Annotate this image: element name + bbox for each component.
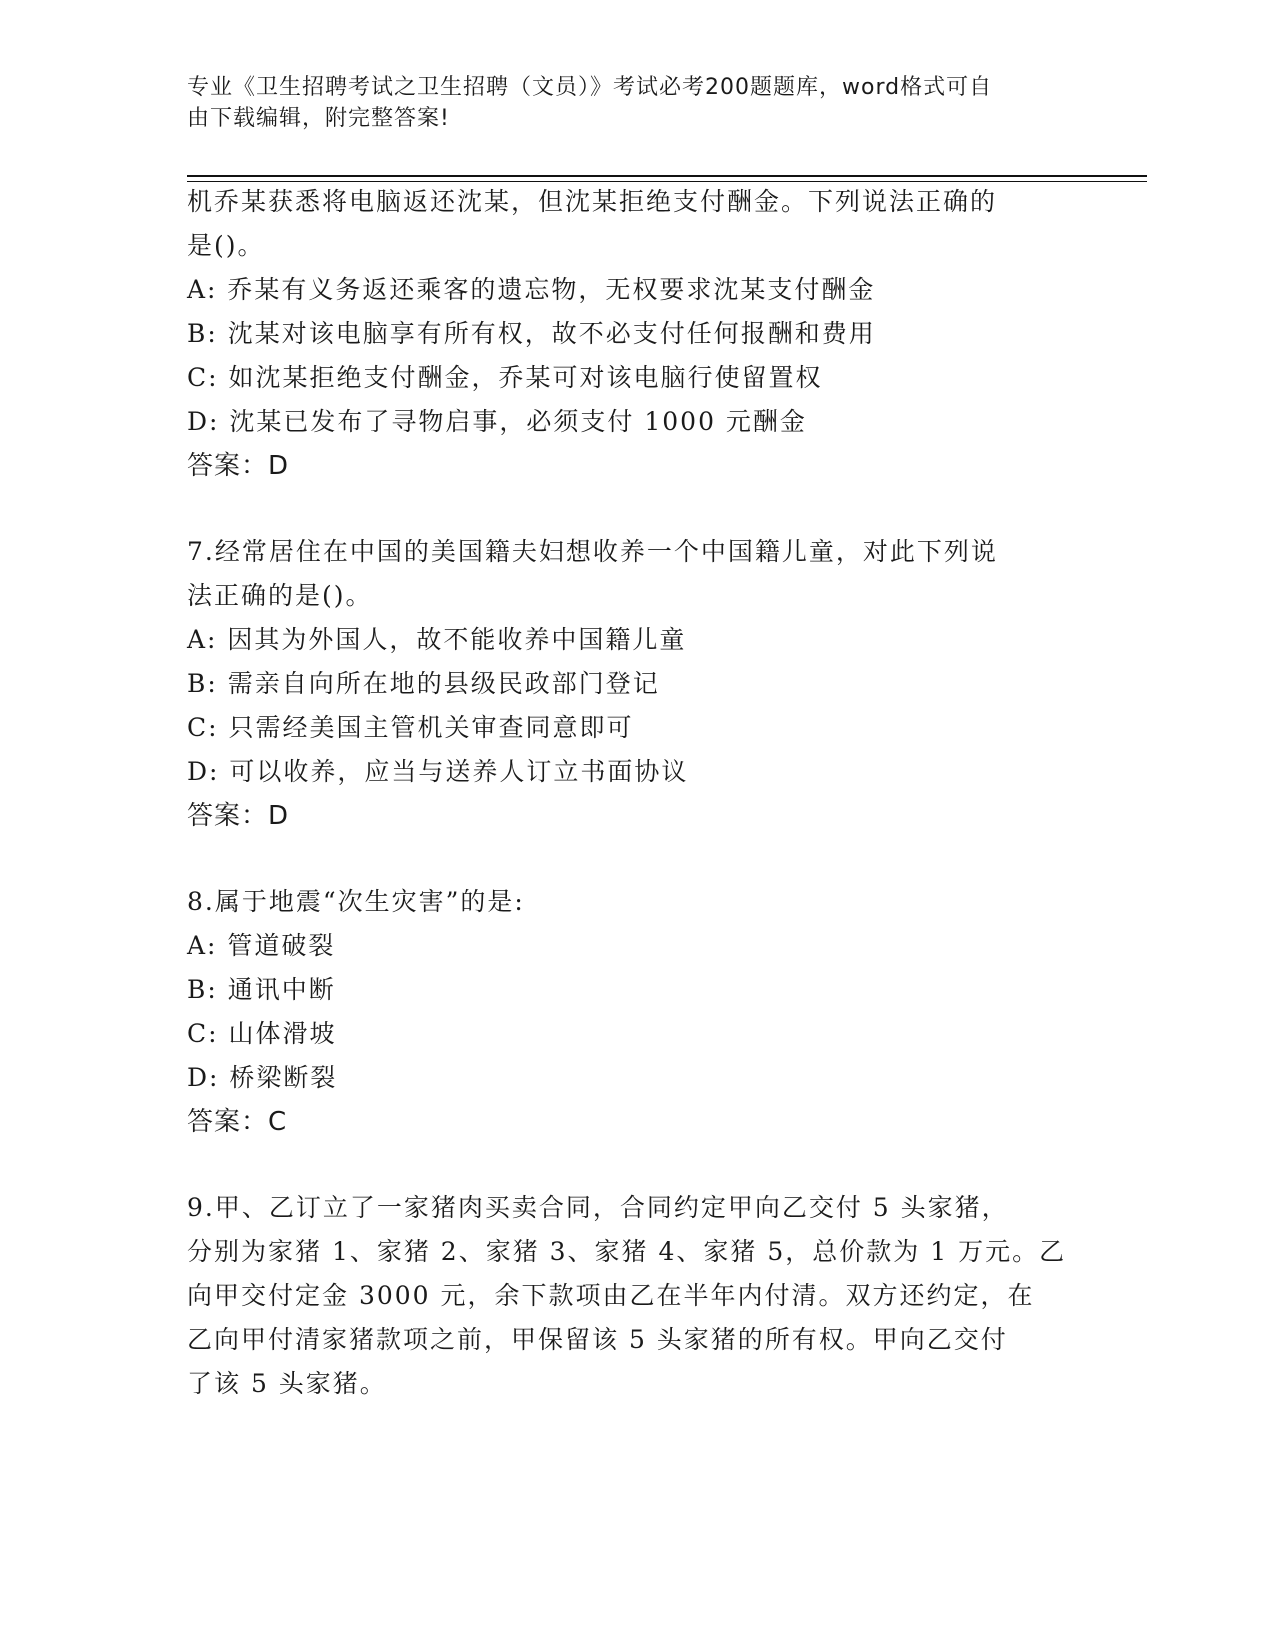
document-header xyxy=(187,72,1067,134)
q8-stem-line-1: 8.属于地震“次生灾害”的是: xyxy=(187,887,525,916)
q6-option-a: A: 乔某有义务返还乘客的遗忘物，无权要求沈某支付酬金 xyxy=(187,275,876,304)
header-line-1: 专业《卫生招聘考试之卫生招聘（文员）》考试必考200题题库，word格式可自 xyxy=(187,75,993,100)
q9-stem-line-1: 9.甲、乙订立了一家猪肉买卖合同，合同约定甲向乙交付 5 头家猪， xyxy=(187,1193,1009,1222)
q7-stem-line-2: 法正确的是()。 xyxy=(187,581,373,610)
q9-stem-line-3: 向甲交付定金 3000 元，余下款项由乙在半年内付清。双方还约定，在 xyxy=(187,1281,1035,1310)
q6-stem-line-2: 是()。 xyxy=(187,231,265,260)
q7-option-b: B: 需亲自向所在地的县级民政部门登记 xyxy=(187,669,660,698)
q8-option-a: A: 管道破裂 xyxy=(187,931,336,960)
q7-option-a: A: 因其为外国人，故不能收养中国籍儿童 xyxy=(187,625,687,654)
q9-stem-line-4: 乙向甲付清家猪款项之前，甲保留该 5 头家猪的所有权。甲向乙交付 xyxy=(187,1325,1008,1354)
q6-option-b: B: 沈某对该电脑享有所有权，故不必支付任何报酬和费用 xyxy=(187,319,876,348)
q8-option-b: B: 通讯中断 xyxy=(187,975,336,1004)
q9-stem-line-2: 分别为家猪 1、家猪 2、家猪 3、家猪 4、家猪 5，总价款为 1 万元。乙 xyxy=(187,1237,1067,1266)
header-divider-thick xyxy=(187,175,1147,177)
q8-answer: 答案：C xyxy=(187,1107,288,1137)
header-divider-thin xyxy=(187,181,1147,182)
q7-stem-line-1: 7.经常居住在中国的美国籍夫妇想收养一个中国籍儿童，对此下列说 xyxy=(187,537,998,566)
q7-option-d: D: 可以收养，应当与送养人订立书面协议 xyxy=(187,757,689,786)
q8-option-d: D: 桥梁断裂 xyxy=(187,1063,338,1092)
q6-answer: 答案：D xyxy=(187,451,290,481)
q9-stem-line-5: 了该 5 头家猪。 xyxy=(187,1369,387,1398)
q6-option-c: C: 如沈某拒绝支付酬金，乔某可对该电脑行使留置权 xyxy=(187,363,823,392)
q6-stem-line-1: 机乔某获悉将电脑返还沈某，但沈某拒绝支付酬金。下列说法正确的 xyxy=(187,187,998,216)
q8-option-c: C: 山体滑坡 xyxy=(187,1019,337,1048)
q7-option-c: C: 只需经美国主管机关审查同意即可 xyxy=(187,713,634,742)
header-line-2: 由下载编辑，附完整答案! xyxy=(187,106,450,131)
q7-answer: 答案：D xyxy=(187,801,290,831)
q6-option-d: D: 沈某已发布了寻物启事，必须支付 1000 元酬金 xyxy=(187,407,807,436)
